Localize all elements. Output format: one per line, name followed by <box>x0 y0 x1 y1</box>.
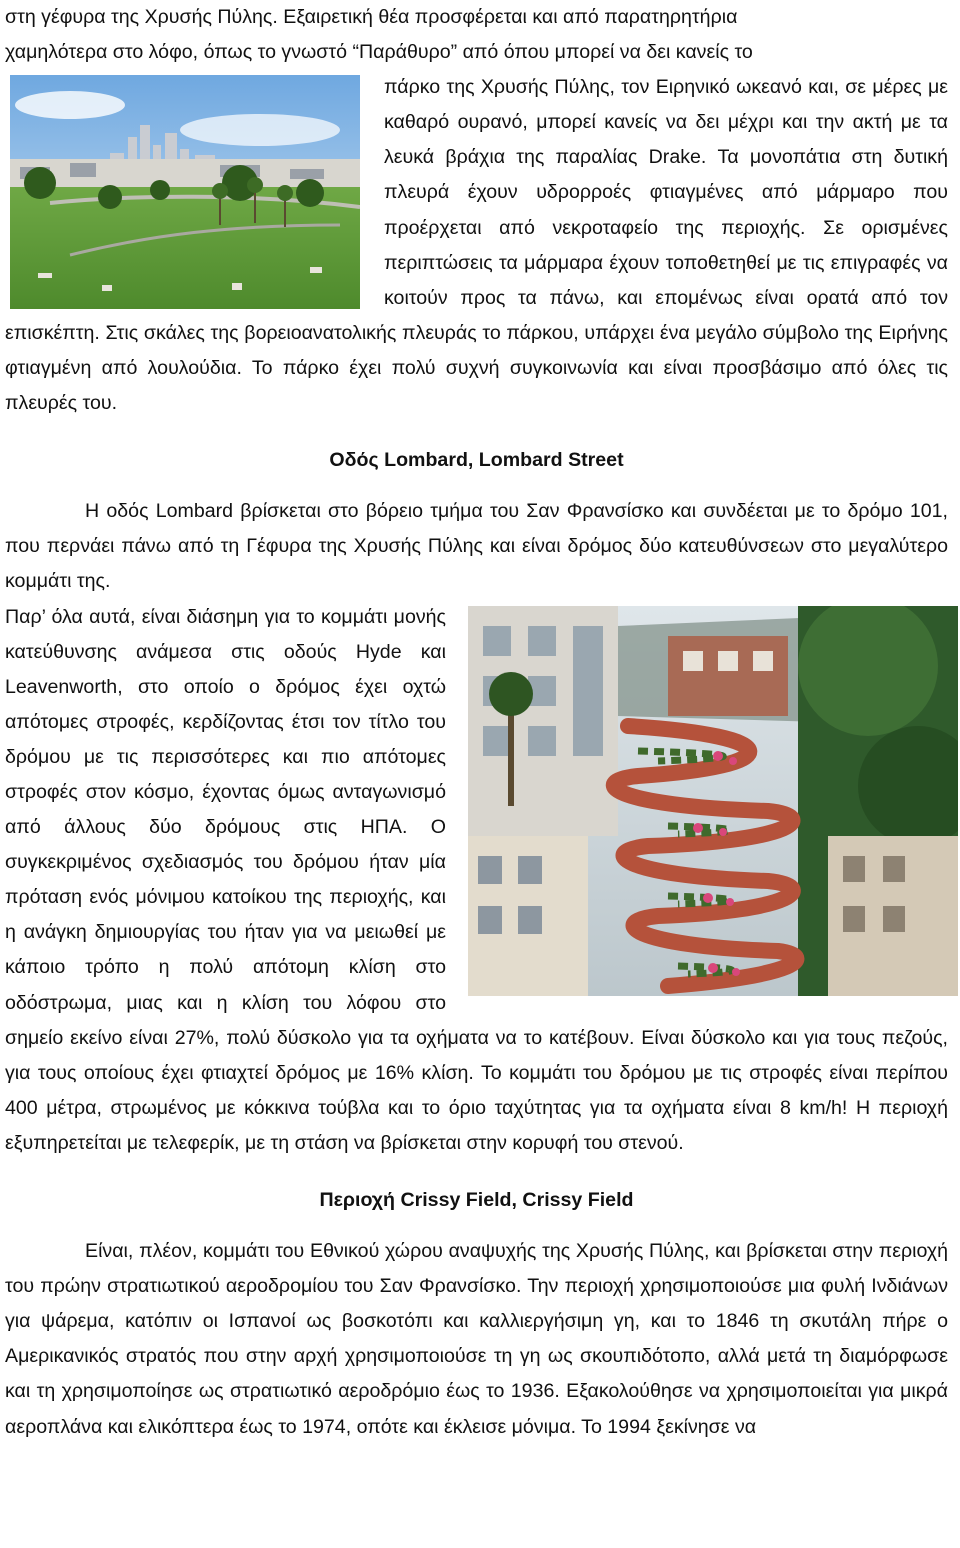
section-heading: Περιοχή Crissy Field, Crissy Field <box>319 1189 634 1211</box>
section-heading: Οδός Lombard, Lombard Street <box>329 449 624 472</box>
paragraph-line: χαμηλότερα στο λόφο, όπως το γνωστό “Παράθυρο” από όπου μπορεί να δει κανείς το <box>5 41 753 64</box>
paragraph-body: Παρ’ όλα αυτά, είναι διάσημη για το κομμάτι μονής κατεύθυνσης ανάμεσα στις οδούς Hyde και Leavenworth, στο οποίο ο δρόμος έχει οχτώ απότομες στροφές, κερδίζοντας έτσι τον τίτλο του δρόμου με τις περισσότερες και πιο απότομες στροφές στον κόσμο, έχοντας όμως ανταγωνισμό από άλλους δύο δρόμους στις ΗΠΑ. Ο συγκεκριμένος σχεδιασμός του δρόμου ήταν μία πρόταση ενός μόνιμου κατοίκου της περιοχής, και η ανάγκη δημιουργίας του ήταν για να μειωθεί με κάποιο τρόπο η πολύ απότομη κλίση στο οδόστρωμα, μιας και η κλίση του λόφου στο σημείο εκείνο είναι 27%, πολύ δύσκολο για τα οχήματα να το κατέβουν. Είναι δύσκολο και για τους πεζούς, για τους οποίους έχει φτιαχτεί δρόμος με 16% κλίση. Το κομμάτι του δρόμου με τις στροφές είναι περίπου 400 μέτρα, στρωμένος με κόκκινα τούβλα και το όριο ταχύτητας για τα οχήματα είναι 8 km/h! Η περιοχή εξυπηρετείται με τελεφερίκ, με τη στάση να βρίσκεται στην κορυφή του στενού. <box>5 605 948 1154</box>
document-page <box>5 0 948 1445</box>
paragraph-body: πάρκο της Χρυσής Πύλης, τον Ειρηνικό ωκεανό και, σε μέρες με καθαρό ουρανό, μπορεί κανείς να δει μέχρι και την ακτή με τα λευκά βράχια της παραλίας Drake. Τα μονοπάτια στη δυτική πλευρά έχουν υδρορροές φτιαγμένες από μάρμαρο που προέρχεται από νεκροταφείο της περιοχής. Σε ορισμένες περιπτώσεις τα μάρμαρα έχουν τοποθετηθεί με τις επιγραφές να κοιτούν προς τα πάνω, και επομένως είναι ορατά από τον επισκέπτη. Στις σκάλες της βορειοανατολικής πλευράς το πάρκου, υπάρχει ένα μεγάλο σύμβολο της Ειρήνης φτιαγμένη από λουλούδια. Το πάρκο έχει πολύ συχνή συγκοινωνία και είναι προσβάσιμο από όλες τις πλευρές του. <box>5 76 948 415</box>
paragraph-body: Είναι, πλέον, κομμάτι του Εθνικού χώρου αναψυχής της Χρυσής Πύλης, και βρίσκεται στην περιοχή του πρώην στρατιωτικού αεροδρομίου του Σαν Φρανσίσκο. Την περιοχή χρησιμοποιούσε μια φυλή Ινδιάνων για ψάρεμα, κατόπιν οι Ισπανοί ως βοσκοτόπι και καλλιεργήσιμη γη, και το 1846 τη σκυτάλη πήρε ο Αμερικανικός στρατός που στην αρχή χρησιμοποιούσε τη γη ως σκουπιδότοπο, αλλά μετά τη διαμόρφωσε και τη χρησιμοποίησε ως στρατιωτικό αεροδρόμιο έως το 1936. Εξακολούθησε να χρησιμοποιείται για μικρά αεροπλάνα και ελικόπτερα έως το 1974, οπότε και έκλεισε μόνιμα. Το 1994 ξεκίνησε να <box>5 1240 948 1438</box>
lombard-street-section <box>5 443 948 1161</box>
paragraph-line: στη γέφυρα της Χρυσής Πύλης. Εξαιρετική θέα προσφέρεται και από παρατηρητήρια <box>5 6 738 28</box>
dolores-park-photo <box>10 75 360 309</box>
paragraph-body: Η οδός Lombard βρίσκεται στο βόρειο τμήμα του Σαν Φρανσίσκο και συνδέεται με το δρόμο 101, που περνάει πάνω από τη Γέφυρα της Χρυσής Πύλης και είναι δρόμος δύο κατευθύνσεων στο μεγαλύτερο κομμάτι της. <box>5 500 948 593</box>
lombard-street-photo <box>468 606 958 996</box>
dolores-park-section <box>5 0 948 421</box>
crissy-field-section <box>5 1183 948 1445</box>
